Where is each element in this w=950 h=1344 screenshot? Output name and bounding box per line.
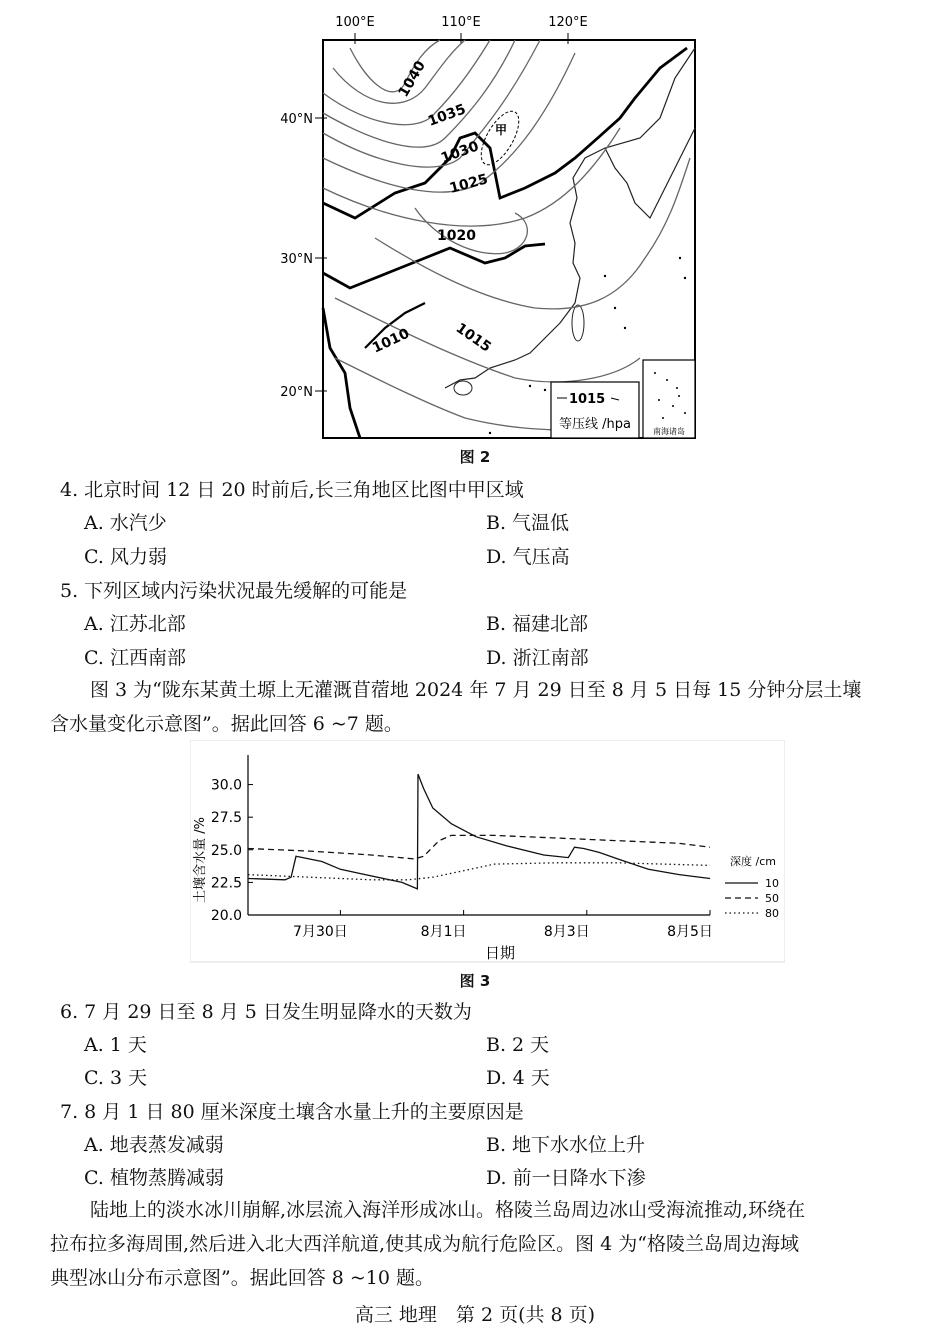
isobar-label-1030: 1030 [438,138,481,167]
q6-option-a: A. 1 天 [84,1034,147,1056]
question-4-stem: 4. 北京时间 12 日 20 时前后,长三角地区比图中甲区域 [60,479,524,501]
isobar-label-1020: 1020 [437,228,476,244]
y-tick-label: 25.0 [210,842,242,859]
figure-2-isobar-map [275,8,700,443]
legend-text: 等压线 /hpa [559,417,631,432]
question-6-stem: 6. 7 月 29 日至 8 月 5 日发生明显降水的天数为 [60,1001,472,1023]
chart-xlabel: 日期 [484,944,516,962]
q4-option-c: C. 风力弱 [84,546,167,568]
y-tick-label: 30.0 [210,777,242,794]
map-frame [323,40,695,438]
q6-option-b: B. 2 天 [486,1034,550,1056]
question-7-stem: 7. 8 月 1 日 80 厘米深度土壤含水量上升的主要原因是 [60,1101,524,1123]
y-tick-label: 20.0 [210,908,242,924]
lon-label-110: 110°E [441,15,481,30]
inset-label: 南海诸岛 [653,427,685,436]
x-tick-label: 8月3日 [543,924,590,940]
isobar-label-1015: 1015 [452,320,494,356]
page-footer: 高三 地理 第 2 页(共 8 页) [354,1304,596,1326]
legend-title: 深度 /cm [730,855,776,868]
lat-label-30: 30°N [280,252,313,267]
q6-option-d: D. 4 天 [486,1067,550,1089]
q7-option-b: B. 地下水水位上升 [486,1134,646,1156]
figure-3-chart [190,740,785,965]
q6-option-c: C. 3 天 [84,1067,148,1089]
isobar-map-svg [275,8,700,443]
q5-option-c: C. 江西南部 [84,647,186,669]
lat-label-20: 20°N [280,385,313,400]
figure-3-caption: 图 3 [459,972,491,990]
q4-option-d: D. 气压高 [486,546,570,568]
legend-value: 1015 [569,392,606,407]
q7-option-d: D. 前一日降水下渗 [486,1167,646,1189]
region-jia-label: 甲 [494,123,508,137]
lon-label-100: 100°E [335,15,375,30]
q5-option-b: B. 福建北部 [486,613,589,635]
isobar-label-1010: 1010 [369,325,413,357]
q7-option-a: A. 地表蒸发减弱 [84,1134,224,1156]
q7-option-c: C. 植物蒸腾减弱 [84,1167,224,1189]
intro-fig3-line2: 含水量变化示意图”。据此回答 6 ~7 题。 [50,713,403,735]
x-tick-label: 8月1日 [420,924,467,940]
q4-option-b: B. 气温低 [486,512,570,534]
x-tick-label: 7月30日 [293,924,348,940]
isobar-label-1025: 1025 [447,171,490,197]
q4-option-a: A. 水汽少 [84,512,167,534]
lon-label-120: 120°E [548,15,588,30]
intro-fig4-line2: 拉布拉多海周围,然后进入北大西洋航道,使其成为航行危险区。图 4 为“格陵兰岛周边海域 [50,1233,799,1255]
legend-label-50: 50 [765,892,779,905]
q5-option-a: A. 江苏北部 [84,613,186,635]
isobar-label-1035: 1035 [425,101,468,130]
intro-fig3-line1: 图 3 为“陇东某黄土塬上无灌溉苜蓿地 2024 年 7 月 29 日至 8 月 5 日每 15 分钟分层土壤 [90,679,862,701]
question-5-stem: 5. 下列区域内污染状况最先缓解的可能是 [60,580,408,602]
isobar-label-1040: 1040 [395,58,429,100]
x-tick-label: 8月5日 [667,924,713,940]
chart-ylabel: 土壤含水量 /% [193,817,208,903]
legend-label-80: 80 [765,907,779,920]
soil-moisture-chart-svg [190,740,785,965]
figure-2-caption: 图 2 [459,448,491,466]
lat-label-40: 40°N [280,112,313,127]
y-tick-label: 27.5 [210,810,242,827]
legend-label-10: 10 [765,877,779,890]
intro-fig4-line1: 陆地上的淡水冰川崩解,冰层流入海洋形成冰山。格陵兰岛周边冰山受海流推动,环绕在 [90,1199,806,1221]
y-tick-label: 22.5 [210,875,242,892]
intro-fig4-line3: 典型冰山分布示意图”。据此回答 8 ~10 题。 [50,1267,435,1289]
q5-option-d: D. 浙江南部 [486,647,589,669]
